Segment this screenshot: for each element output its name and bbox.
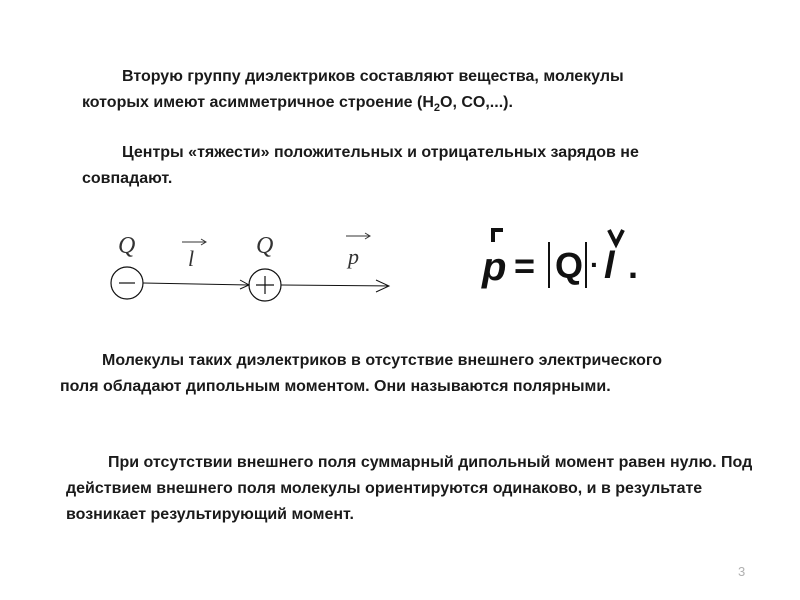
vector-l-label: l [188, 246, 195, 271]
paragraph-text: При отсутствии внешнего поля суммарный дипольный момент равен нулю. Под действием внешнего поля молекулы ориентируются одинаково, и в результате возникает результирующий момент. [66, 454, 753, 523]
paragraph-text: Вторую группу диэлектриков составляют вещества, молекулы которых имеют асимметричное строение (H [82, 68, 624, 111]
dipole-diagram [100, 222, 400, 312]
formula-period: . [628, 245, 639, 286]
formula-q: Q [555, 245, 584, 286]
paragraph-text: Молекулы таких диэлектриков в отсутствие внешнего электрического поля обладают дипольным моментом. Они называются полярными. [60, 352, 663, 395]
charge-left-label: Q [118, 233, 136, 259]
paragraph-centers-of-charge [82, 140, 682, 192]
slide-number: 3 [738, 564, 746, 579]
formula-svg [478, 222, 658, 298]
formula-dot: · [590, 249, 600, 280]
paragraph-text: Центры «тяжести» положительных и отрицательных зарядов не совпадают. [82, 144, 639, 187]
subscript-2: 2 [433, 102, 441, 115]
vector-p-line [281, 285, 389, 286]
l-vector-mark-icon [609, 230, 623, 244]
formula-l: l [604, 245, 615, 287]
paragraph-polar-group [82, 64, 682, 116]
paragraph-polar-dipole [60, 348, 680, 400]
dipole-moment-formula [478, 222, 658, 298]
vector-p-label: p [348, 244, 359, 269]
formula-equals: = [514, 245, 536, 286]
formula-p: p [482, 245, 507, 289]
paragraph-resulting-moment [66, 450, 786, 528]
vector-l-line [143, 283, 249, 285]
dipole-diagram-svg [100, 222, 400, 312]
paragraph-text-tail: O, CO,...). [440, 94, 513, 111]
charge-right-label: Q [256, 233, 274, 259]
